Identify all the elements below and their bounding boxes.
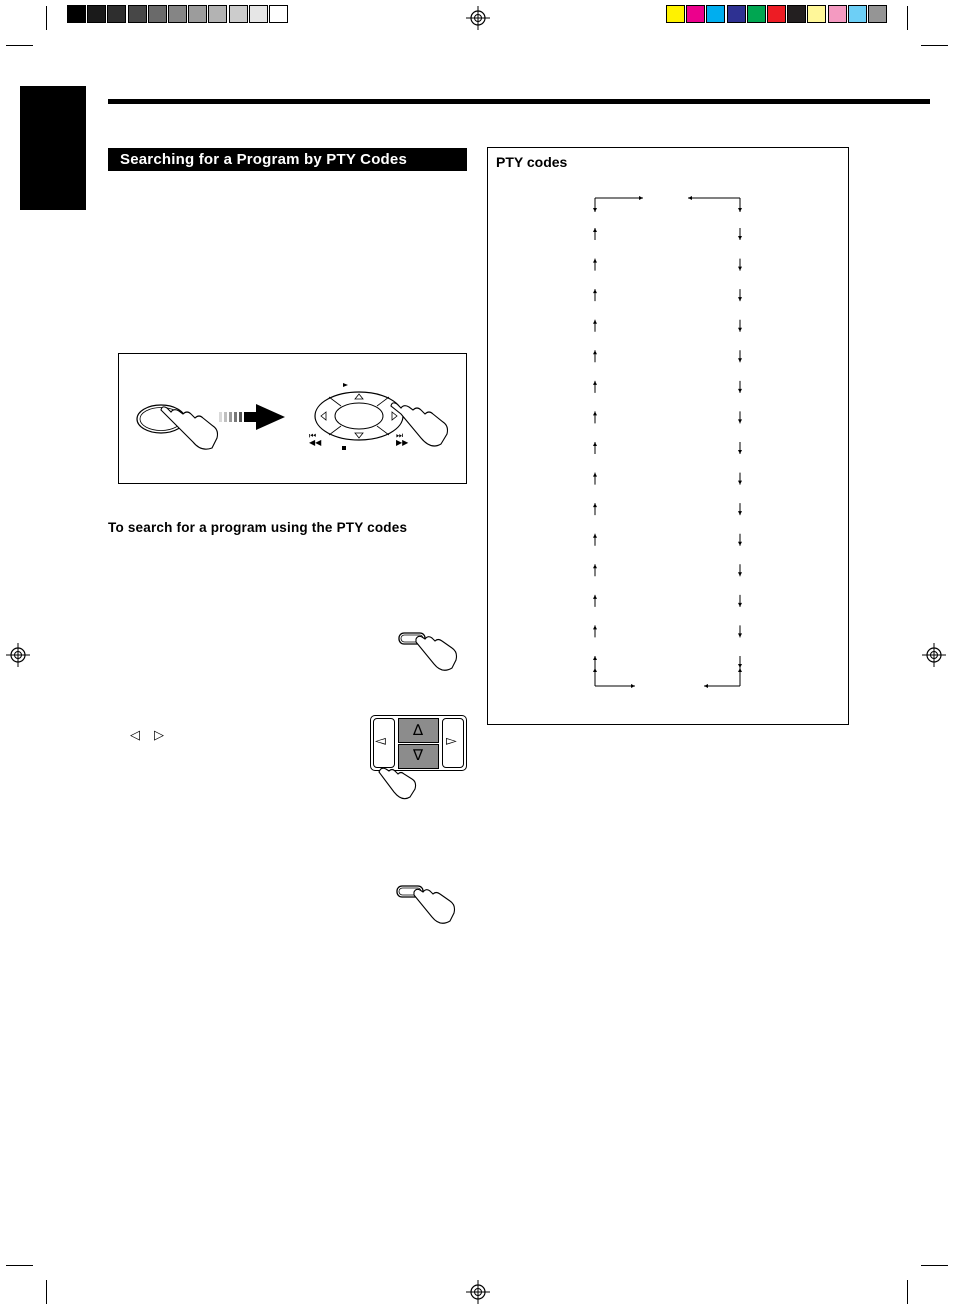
arrow-down-icon (738, 297, 742, 301)
arrow-up-icon (593, 411, 597, 415)
arrow-head-icon (688, 196, 692, 200)
registration-mark-icon (466, 6, 490, 30)
cursor-down-icon: ∇ (413, 746, 424, 764)
arrow-head-icon (738, 668, 742, 672)
crop-mark (46, 6, 47, 30)
cursor-left-icon: ◅ (375, 733, 386, 749)
arrow-up-icon (593, 473, 597, 477)
section-title: Searching for a Program by PTY Codes (108, 148, 467, 171)
color-swatch (208, 5, 227, 23)
color-swatch (249, 5, 268, 23)
arrow-head-icon (593, 208, 597, 212)
arrow-down-icon (738, 511, 742, 515)
arrow-down-icon (738, 267, 742, 271)
color-swatch (67, 5, 86, 23)
header-rule (108, 99, 930, 104)
color-swatch (107, 5, 126, 23)
color-swatch (727, 5, 746, 23)
pty-cycle-diagram (488, 148, 848, 724)
arrow-up-icon (593, 564, 597, 568)
arrow-up-icon (593, 228, 597, 232)
color-swatch (666, 5, 685, 23)
arrow-down-icon (738, 572, 742, 576)
arrow-head-icon (631, 684, 635, 688)
registration-mark-icon (922, 643, 946, 667)
pty-codes-panel (487, 147, 849, 725)
hand-pointer-icon (376, 766, 420, 804)
arrow-down-icon (738, 542, 742, 546)
color-swatch (148, 5, 167, 23)
arrow-up-icon (593, 595, 597, 599)
right-arrow-icon: ▷ (154, 727, 164, 742)
registration-mark-icon (6, 643, 30, 667)
color-swatch (787, 5, 806, 23)
color-swatch (868, 5, 887, 23)
arrow-down-icon (738, 481, 742, 485)
crop-mark (921, 1265, 948, 1266)
color-swatch (269, 5, 288, 23)
color-swatch (706, 5, 725, 23)
color-swatch (767, 5, 786, 23)
arrow-head-icon (593, 668, 597, 672)
arrow-head-icon (704, 684, 708, 688)
crop-mark (46, 1280, 47, 1304)
arrow-head-icon (738, 208, 742, 212)
arrow-up-icon (593, 350, 597, 354)
color-swatch (188, 5, 207, 23)
crop-mark (907, 1280, 908, 1304)
crop-mark (6, 45, 33, 46)
arrow-down-icon (738, 419, 742, 423)
color-swatch (807, 5, 826, 23)
subsection-title: To search for a program using the PTY codes (108, 520, 408, 535)
crop-mark (921, 45, 948, 46)
arrow-up-icon (593, 289, 597, 293)
arrow-up-icon (593, 534, 597, 538)
registration-mark-icon (466, 1280, 490, 1304)
press-button-icon (394, 881, 458, 927)
arrow-down-icon (738, 603, 742, 607)
color-swatch (128, 5, 147, 23)
arrow-down-icon (738, 450, 742, 454)
arrow-down-icon (738, 664, 742, 668)
cursor-up-icon: ∆ (413, 721, 424, 739)
arrow-down-icon (738, 328, 742, 332)
svg-text:▶▶: ▶▶ (396, 438, 409, 447)
arrow-up-icon (593, 625, 597, 629)
remote-operation-illustration (119, 354, 466, 483)
arrow-head-icon (639, 196, 643, 200)
arrow-down-icon (738, 633, 742, 637)
color-swatch (87, 5, 106, 23)
cursor-right-icon: ▻ (446, 733, 457, 749)
arrow-down-icon (738, 389, 742, 393)
arrow-down-icon (738, 358, 742, 362)
color-swatch (686, 5, 705, 23)
svg-text:⏭: ⏭ (396, 431, 404, 440)
left-arrow-icon: ◁ (130, 727, 140, 742)
crop-mark (6, 1265, 33, 1266)
arrow-up-icon (593, 656, 597, 660)
svg-text:⏮: ⏮ (309, 431, 317, 440)
arrow-down-icon (738, 236, 742, 240)
color-swatch (168, 5, 187, 23)
arrow-up-icon (593, 381, 597, 385)
crop-mark (907, 6, 908, 30)
operation-figure (118, 353, 467, 484)
pty-codes-title: PTY codes (496, 154, 568, 170)
color-swatch (848, 5, 867, 23)
arrow-up-icon (593, 320, 597, 324)
color-swatch (747, 5, 766, 23)
color-swatch (229, 5, 248, 23)
color-swatch (828, 5, 847, 23)
arrow-up-icon (593, 442, 597, 446)
arrow-up-icon (593, 503, 597, 507)
language-tab (20, 86, 86, 210)
arrow-up-icon (593, 259, 597, 263)
svg-text:◀◀: ◀◀ (309, 438, 322, 447)
press-button-icon (396, 628, 460, 674)
